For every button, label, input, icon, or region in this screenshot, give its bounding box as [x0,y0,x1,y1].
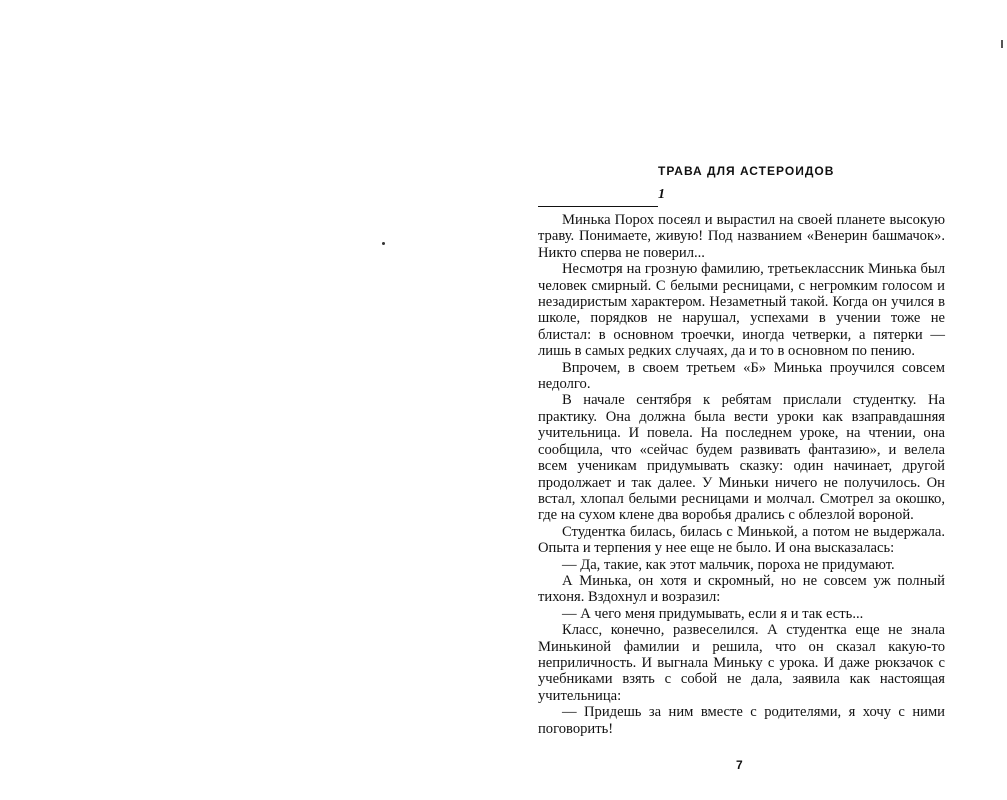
paragraph: А Минька, он хотя и скромный, но не совсем уж полный тихоня. Вздохнул и возразил: [538,572,945,606]
body-text [538,212,945,737]
page-number: 7 [736,758,743,772]
dialogue-line: — Придешь за ним вместе с родителями, я хочу с ними поговорить! [538,704,945,737]
paragraph: Несмотря на грозную фамилию, третьеклассник Минька был человек смирный. С белыми ресницами, с негромким голосом и незадиристым характером. Незаметный такой. Когда он учился в школе, порядков не нарушал, успехами в учении тоже не блистал: в основном троечки, иногда четверки, а пятерки — лишь в самых редких случаях, да и то в основном по пению. [538,261,945,360]
scan-speck [382,242,385,245]
section-number: 1 [658,187,665,202]
paragraph: Минька Порох посеял и вырастил на своей планете высокую траву. Понимаете, живую! Под названием «Венерин башмачок». Никто сперва не поверил... [538,212,945,261]
dialogue-line: — Да, такие, как этот мальчик, пороха не придумают. [562,556,895,573]
left-page-blank [0,0,500,800]
paragraph: Класс, конечно, развеселился. А студентка еще не знала Минькиной фамилии и решила, что он сказал какую-то неприличность. И выгнала Миньку с урока. И даже рюкзачок с учебниками взять с собой не дала, заявила как настоящая учительница: [538,622,945,704]
section-rule [538,192,658,207]
paragraph: Впрочем, в своем третьем «Б» Минька проучился совсем недолго. [538,359,945,393]
right-page [538,0,948,800]
scan-edge-mark [1001,40,1003,48]
paragraph: В начале сентября к ребятам прислали студентку. На практику. Она должна была вести уроки как взаправдашняя учительница. И повела. На последнем уроке, на чтении, она сообщила, что «сейчас будем развивать фантазию», и велела всем ученикам придумывать сказку: один начинает, другой продолжает и так далее. У Миньки ничего не получилось. Он встал, хлопал белыми ресницами и молчал. Смотрел за окошко, где на сухом клене два воробья дрались с облезлой вороной. [538,392,945,524]
paragraph: Студентка билась, билась с Минькой, а потом не выдержала. Опыта и терпения у нее еще не было. И она высказалась: [538,523,945,557]
dialogue-line: — А чего меня придумывать, если я и так есть... [562,605,864,622]
chapter-title: ТРАВА ДЛЯ АСТЕРОИДОВ [658,164,835,178]
